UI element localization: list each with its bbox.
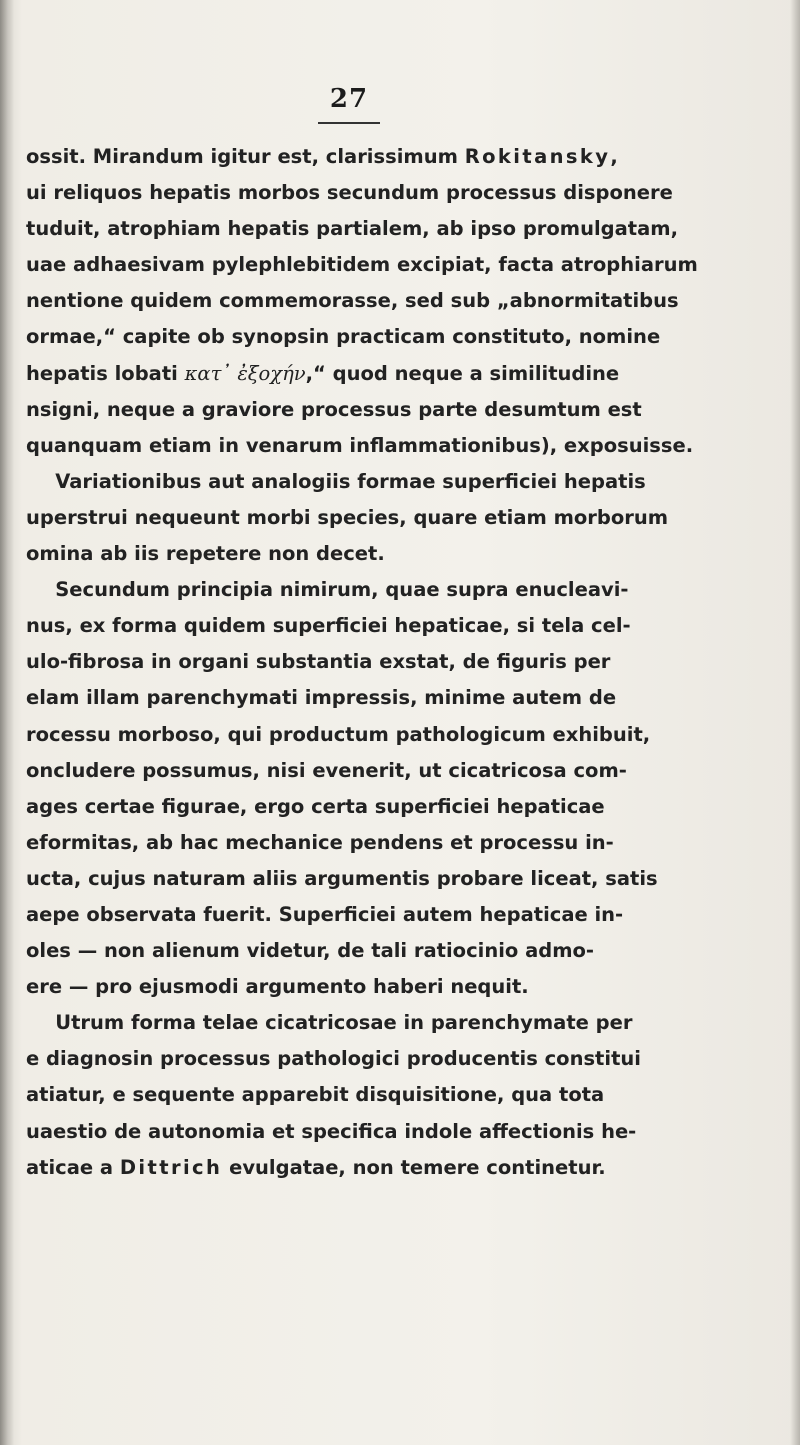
text-line — [26, 1041, 778, 1077]
text-line — [26, 825, 778, 861]
text-line — [26, 789, 778, 825]
body-text — [26, 139, 778, 1186]
page-number: 27 — [329, 84, 369, 114]
text-segment: ui reliquos hepatis morbos secundum processus disponere — [26, 181, 673, 205]
spaced-name: Dittrich — [119, 1155, 223, 1179]
text-line — [26, 1150, 778, 1186]
text-segment: aepe observata fuerit. Superficiei autem hepaticae in- — [26, 902, 624, 926]
greek-phrase: κατ᾽ ἐξοχήν — [184, 361, 306, 385]
text-segment: hepatis lobati — [26, 361, 185, 385]
text-line — [26, 1077, 778, 1113]
text-line — [26, 319, 778, 355]
text-segment: Variationibus aut analogiis formae superficiei hepatis — [26, 469, 646, 493]
text-line — [26, 644, 778, 680]
text-segment: , — [610, 145, 618, 168]
text-line — [26, 356, 778, 392]
text-line — [26, 608, 778, 644]
spine-shadow — [0, 0, 14, 1445]
text-line — [26, 500, 778, 536]
text-line — [26, 428, 778, 464]
text-line — [26, 536, 778, 572]
text-line — [26, 247, 778, 283]
text-segment: e diagnosin processus pathologici producentis constitui — [26, 1047, 641, 1071]
text-segment: uae adhaesivam pylephlebitidem excipiat, facta atrophiarum — [26, 253, 698, 277]
text-segment: tuduit, atrophiam hepatis partialem, ab ipso promulgatam, — [26, 217, 679, 241]
text-segment: Utrum forma telae cicatricosae in parenchymate per — [26, 1011, 633, 1035]
text-segment: ulo-fibrosa in organi substantia exstat, de figuris per — [26, 650, 611, 674]
text-segment: ossit. Mirandum igitur est, clarissimum — [26, 145, 465, 168]
text-line — [26, 572, 778, 608]
spaced-name: Rokitansky — [464, 145, 611, 168]
text-segment: oles — non alienum videtur, de tali ratiocinio admo- — [26, 939, 595, 963]
text-line — [26, 283, 778, 319]
text-segment: uperstrui nequeunt morbi species, quare etiam morborum — [26, 505, 669, 529]
text-line — [26, 392, 778, 428]
text-segment: omina ab iis repetere non decet. — [26, 542, 385, 566]
text-segment: elam illam parenchymati impressis, minime autem de — [26, 686, 617, 710]
text-segment: ucta, cujus naturam aliis argumentis probare liceat, satis — [26, 866, 658, 890]
text-segment: uaestio de autonomia et specifica indole affectionis he- — [26, 1119, 637, 1143]
text-segment: ere — pro ejusmodi argumento haberi nequit. — [26, 975, 529, 999]
text-line — [26, 175, 778, 211]
text-line — [26, 464, 778, 500]
text-line — [26, 897, 778, 933]
text-line — [26, 680, 778, 716]
text-line — [26, 1005, 778, 1041]
page-edge — [790, 0, 800, 1445]
text-segment: rocessu morboso, qui productum pathologicum exhibuit, — [26, 722, 651, 746]
text-segment: oncludere possumus, nisi evenerit, ut cicatricosa com- — [26, 758, 627, 782]
text-segment: ormae,“ capite ob synopsin practicam constituto, nomine — [26, 325, 661, 349]
text-segment: eformitas, ab hac mechanice pendens et processu in- — [26, 830, 614, 854]
text-line — [26, 139, 778, 175]
text-segment: quanquam etiam in venarum inflammationibus), exposuisse. — [26, 433, 694, 457]
text-line — [26, 1114, 778, 1150]
text-segment: nentione quidem commemorasse, sed sub „abnormitatibus — [26, 289, 679, 313]
text-segment: nsigni, neque a graviore processus parte desumtum est — [26, 397, 642, 421]
text-segment: aticae a — [26, 1155, 120, 1179]
text-line — [26, 969, 778, 1005]
text-segment: atiatur, e sequente apparebit disquisitione, qua tota — [26, 1083, 605, 1107]
text-line — [26, 717, 778, 753]
text-segment: ,“ quod neque a similitudine — [305, 361, 620, 385]
text-line — [26, 753, 778, 789]
text-segment: nus, ex forma quidem superficiei hepaticae, si tela cel- — [26, 614, 631, 638]
text-segment: ages certae figurae, ergo certa superficiei hepaticae — [26, 794, 605, 818]
text-segment: evulgatae, non temere continetur. — [222, 1155, 606, 1179]
text-segment: Secundum principia nimirum, quae supra enucleavi- — [26, 578, 629, 602]
text-line — [26, 211, 778, 247]
text-line — [26, 861, 778, 897]
text-line — [26, 933, 778, 969]
page-number-rule — [318, 122, 380, 124]
